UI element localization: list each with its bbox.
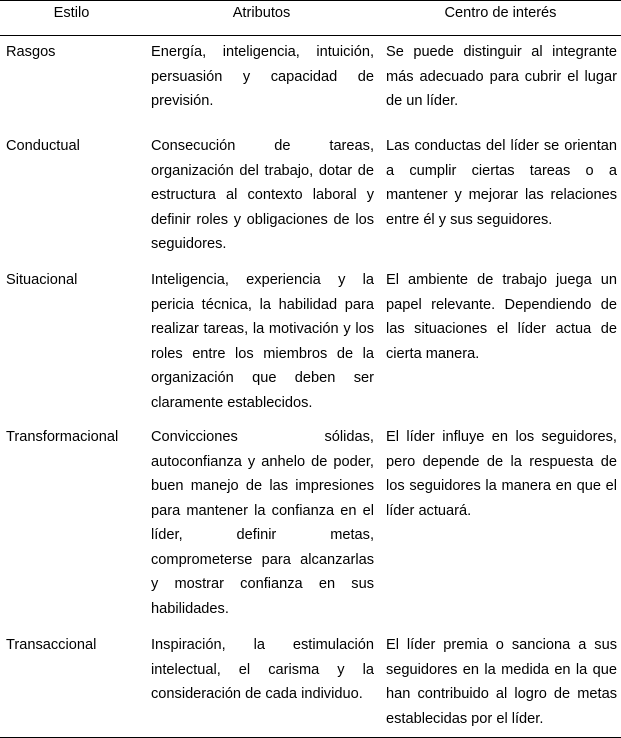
attributes-cell: Consecución de tareas, organización del trabajo, dotar de estructura al contexto laboral y definir roles y obligaciones de los seguidores. (151, 138, 374, 252)
table-body (0, 36, 621, 738)
focus-cell: El líder influye en los seguidores, pero depende de la respuesta de los seguidores la manera en que el líder actuará. (386, 429, 617, 519)
style-cell: Conductual (6, 138, 80, 154)
attributes-cell: Inteligencia, experiencia y la pericia técnica, la habilidad para realizar tareas, la motivación y los roles entre los miembros de la organización que deben ser claramente establecidos. (151, 272, 374, 411)
style-cell: Situacional (6, 272, 78, 288)
table-row (0, 36, 621, 131)
attributes-cell: Inspiración, la estimulación intelectual, el carisma y la consideración de cada individuo. (143, 629, 380, 738)
style-cell: Transaccional (0, 629, 143, 738)
table-row (0, 421, 621, 629)
focus-cell: El líder premia o sanciona a sus seguidores en la medida en la que han contribuido al logro de metas establecidas por el líder. (380, 629, 621, 738)
focus-cell: El ambiente de trabajo juega un papel relevante. Dependiendo de las situaciones el líder actua de cierta manera. (386, 272, 617, 362)
table-row (0, 629, 621, 738)
style-cell: Transformacional (6, 429, 119, 445)
table-header (0, 1, 621, 36)
attributes-cell: Energía, inteligencia, intuición, persuasión y capacidad de previsión. (151, 44, 374, 109)
focus-cell: Se puede distinguir al integrante más adecuado para cubrir el lugar de un líder. (386, 44, 617, 109)
header-row (0, 1, 621, 36)
header-atributos: Atributos (143, 1, 380, 36)
header-estilo: Estilo (0, 1, 143, 36)
attributes-cell: Convicciones sólidas, autoconfianza y anhelo de poder, buen manejo de las impresiones para mantener la confianza en el líder, definir metas, comprometerse para alcanzarlas y mostrar confianza en sus habilidades. (151, 429, 374, 617)
style-cell: Rasgos (6, 44, 56, 60)
table-row (0, 130, 621, 264)
focus-cell: Las conductas del líder se orientan a cumplir ciertas tareas o a mantener y mejorar las relaciones entre él y sus seguidores. (386, 138, 617, 228)
header-centro-de-interes: Centro de interés (380, 1, 621, 36)
table-row (0, 264, 621, 421)
